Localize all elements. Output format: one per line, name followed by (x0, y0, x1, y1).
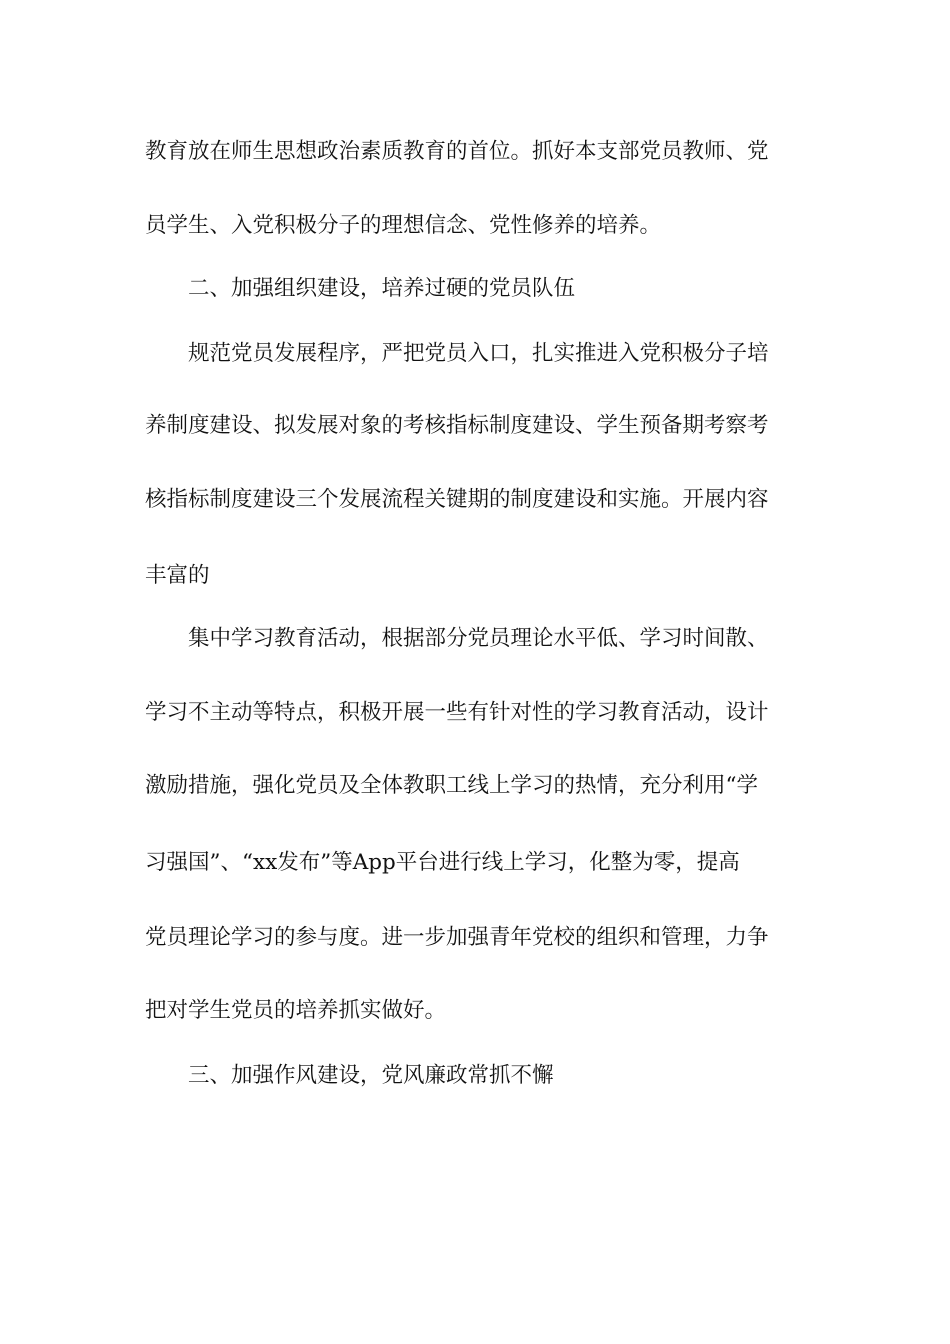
body-text-line: 规范党员发展程序，严把党员入口，扎实推进入党积极分子培 (188, 341, 769, 366)
body-text-line: 核指标制度建设三个发展流程关键期的制度建设和实施。开展内容 (145, 487, 769, 512)
body-text-line: 丰富的 (145, 563, 210, 588)
body-text-line: 激励措施，强化党员及全体教职工线上学习的热情，充分利用“学 (145, 773, 758, 798)
body-text-line: 养制度建设、拟发展对象的考核指标制度建设、学生预备期考察考 (145, 413, 769, 438)
body-text-line: 学习不主动等特点，积极开展一些有针对性的学习教育活动，设计 (145, 700, 769, 725)
section-heading: 二、加强组织建设，培养过硬的党员队伍 (188, 276, 576, 301)
body-text-line: 党员理论学习的参与度。进一步加强青年党校的组织和管理，力争 (145, 925, 769, 950)
body-text-line: 习强国”、“xx发布”等App平台进行线上学习，化整为零，提高 (145, 850, 740, 875)
section-heading: 三、加强作风建设，党风廉政常抓不懈 (188, 1063, 554, 1088)
body-text-line: 把对学生党员的培养抓实做好。 (145, 998, 447, 1023)
body-text-line: 教育放在师生思想政治素质教育的首位。抓好本支部党员教师、党 (145, 139, 769, 164)
body-text-line: 员学生、入党积极分子的理想信念、党性修养的培养。 (145, 213, 662, 238)
body-text-line: 集中学习教育活动，根据部分党员理论水平低、学习时间散、 (188, 626, 769, 651)
